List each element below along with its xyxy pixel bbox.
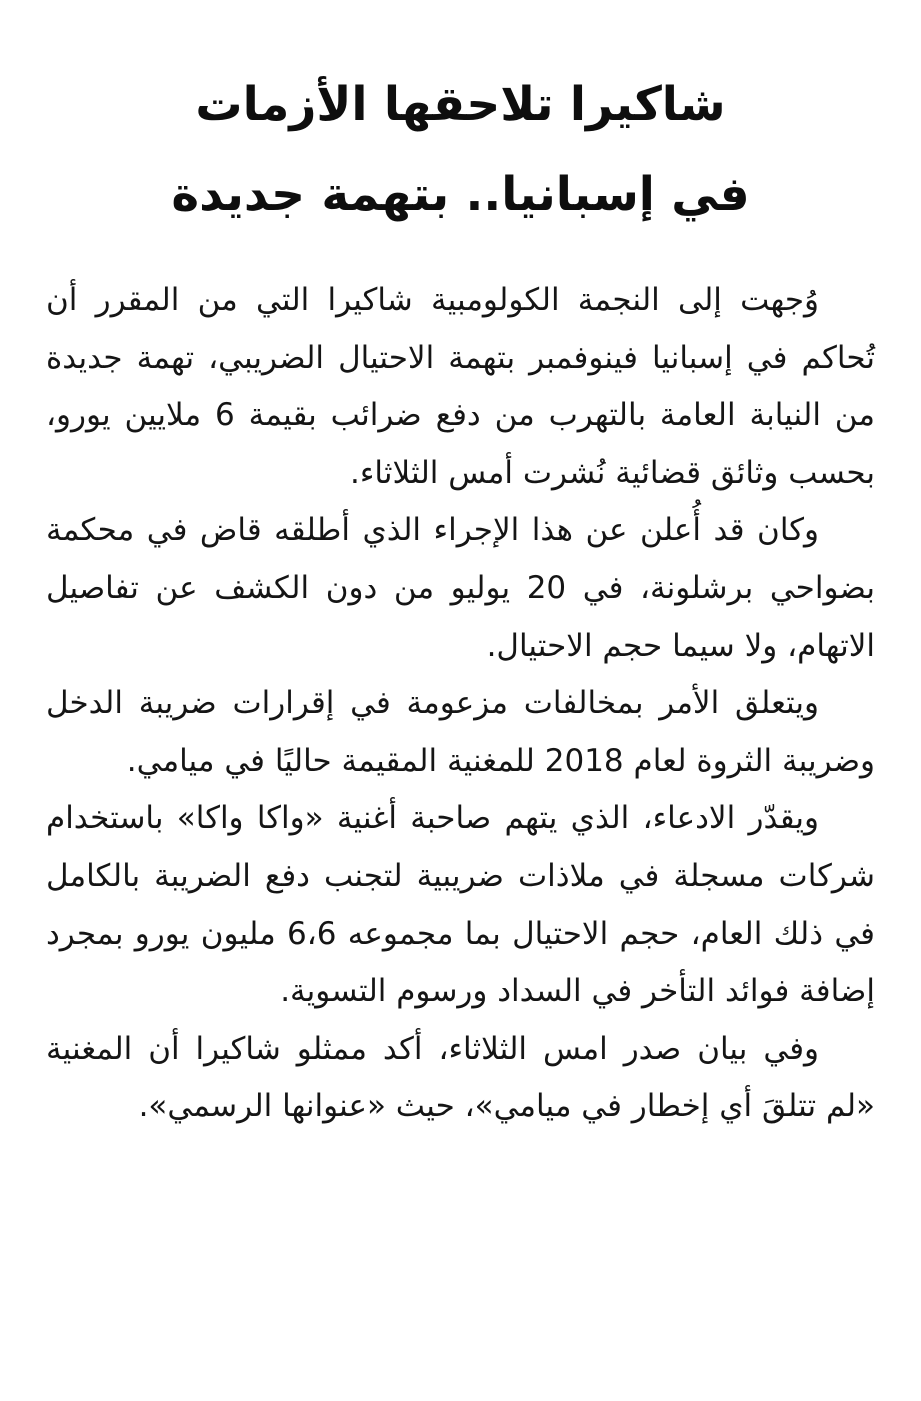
paragraph-3: ويتعلق الأمر بمخالفات مزعومة في إقرارات ضريبة الدخل وضريبة الثروة لعام 2018 للمغنية المقيمة حاليًا في ميامي.	[46, 685, 875, 779]
article-headline	[46, 60, 875, 240]
paragraph-4: ويقدّر الادعاء، الذي يتهم صاحبة أغنية «واكا واكا» باستخدام شركات مسجلة في ملاذات ضريبية لتجنب دفع الضريبة بالكامل في ذلك العام، حجم الاحتيال بما مجموعه 6،6 مليون يورو بمجرد إضافة فوائد التأخر في السداد ورسوم التسوية.	[46, 800, 875, 1010]
headline-line-2: في إسبانيا.. بتهمة جديدة	[171, 167, 750, 222]
article-body	[46, 272, 875, 1136]
headline-line-1: شاكيرا تلاحقها الأزمات	[195, 77, 726, 132]
paragraph-1: وُجهت إلى النجمة الكولومبية شاكيرا التي من المقرر أن تُحاكم في إسبانيا فينوفمبر بتهمة الاحتيال الضريبي، تهمة جديدة من النيابة العامة بالتهرب من دفع ضرائب بقيمة 6 ملايين يورو، بحسب وثائق قضائية نُشرت أمس الثلاثاء.	[46, 282, 875, 491]
article	[46, 60, 875, 1136]
paragraph-5: وفي بيان صدر امس الثلاثاء، أكد ممثلو شاكيرا أن المغنية «لم تتلقَ أي إخطار في ميامي»، حيث «عنوانها الرسمي».	[46, 1030, 875, 1125]
paragraph-2: وكان قد أُعلن عن هذا الإجراء الذي أطلقه قاض في محكمة بضواحي برشلونة، في 20 يوليو من دون الكشف عن تفاصيل الاتهام، ولا سيما حجم الاحتيال.	[46, 512, 875, 664]
